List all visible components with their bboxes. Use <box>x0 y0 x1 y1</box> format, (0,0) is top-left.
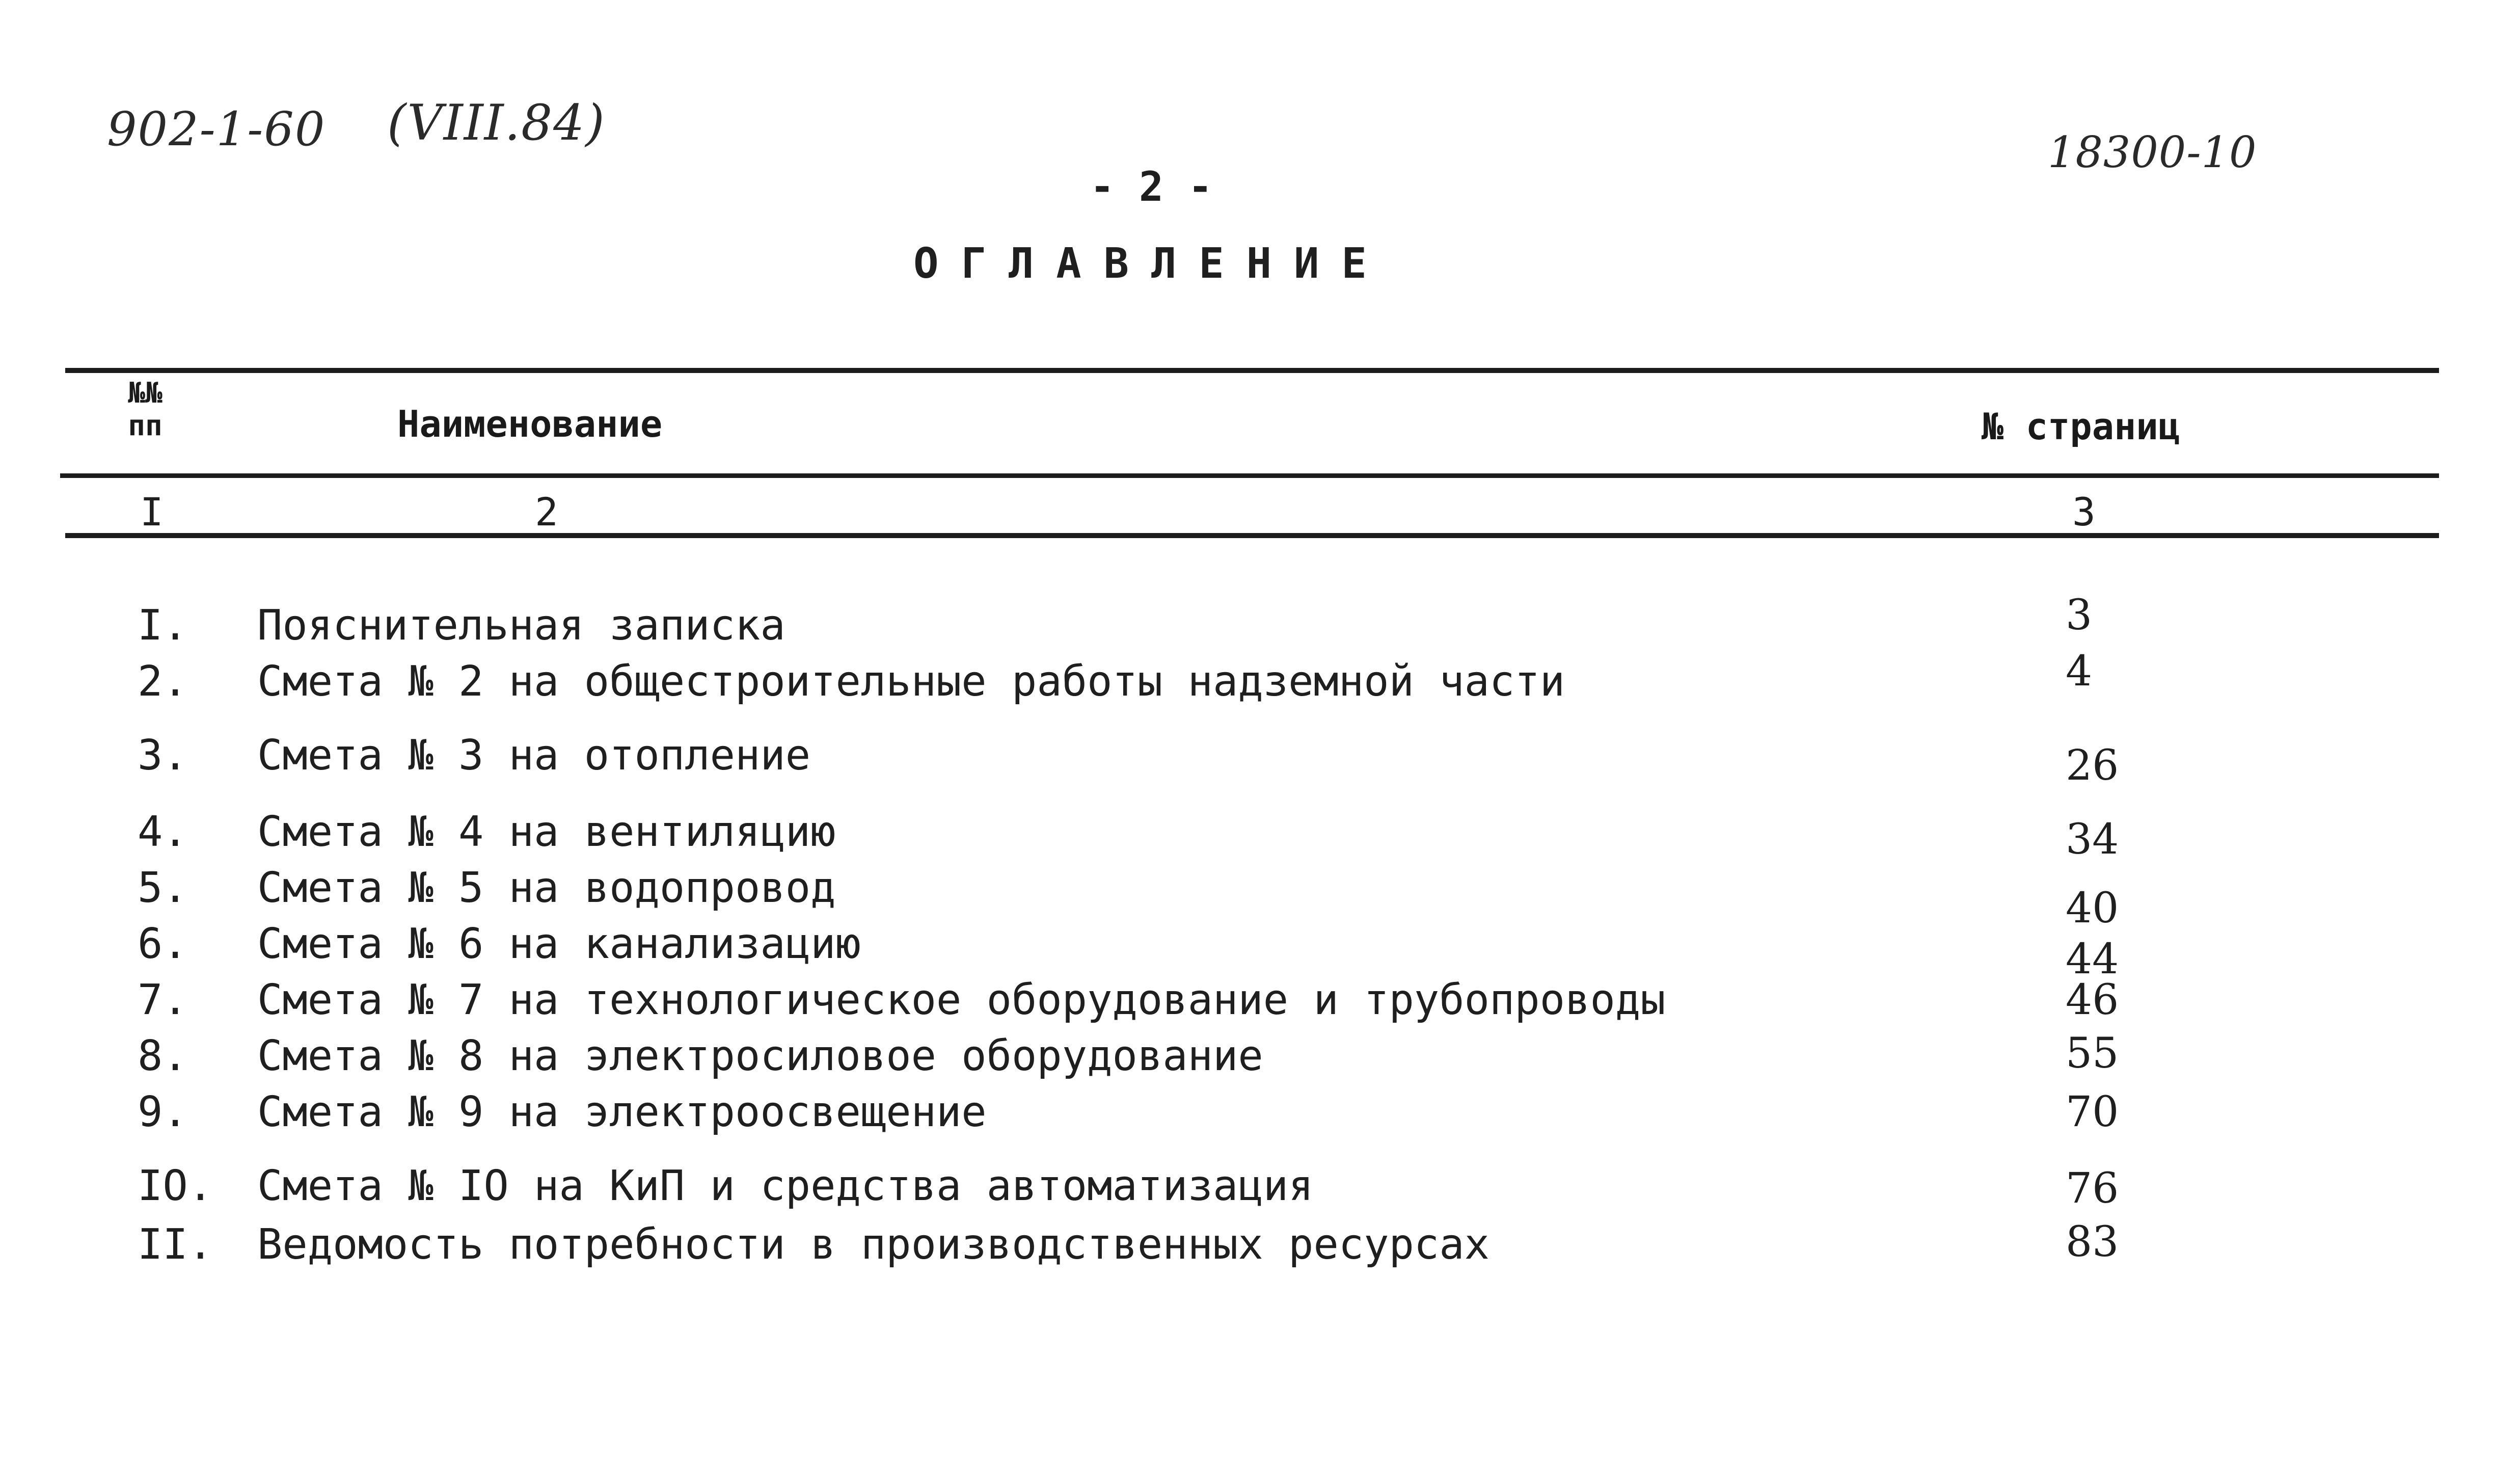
column-header-name: Наименование <box>397 403 663 445</box>
toc-row-number: 9. <box>138 1088 188 1136</box>
toc-row-title: Смета № IO на КиП и средства автоматизация <box>257 1162 1314 1210</box>
toc-row-page: 3 <box>2066 591 2093 640</box>
toc-row-title: Смета № 9 на электроосвещение <box>257 1088 987 1136</box>
toc-row-page: 40 <box>2066 884 2119 933</box>
column-number-1: I <box>140 489 164 535</box>
toc-row <box>0 1029 2520 1083</box>
toc-row <box>0 864 2520 933</box>
toc-row-title: Ведомость потребности в производственных ресурсах <box>257 1220 1490 1269</box>
toc-row-title: Смета № 2 на общестроительные работы надземной части <box>257 657 1565 706</box>
handwritten-doc-date: (VIII.84) <box>387 94 606 151</box>
toc-row-number: 2. <box>138 657 188 706</box>
toc-row-title: Пояснительная записка <box>257 601 785 650</box>
toc-row-number: 6. <box>138 920 188 968</box>
toc-row-page: 76 <box>2066 1164 2119 1213</box>
toc-row <box>0 1088 2520 1139</box>
toc-row-number: 8. <box>138 1032 188 1080</box>
toc-row-title: Смета № 5 на водопровод <box>257 864 836 912</box>
page-title: ОГЛАВЛЕНИЕ <box>913 239 1389 288</box>
toc-row <box>0 647 2520 708</box>
toc-row-page: 55 <box>2066 1029 2119 1078</box>
toc-row-title: Смета № 3 на отопление <box>257 731 811 780</box>
toc-row <box>0 591 2520 652</box>
toc-row-page: 83 <box>2066 1218 2119 1266</box>
handwritten-doc-code: 902-1-60 <box>107 102 326 156</box>
page-number: - 2 - <box>1090 163 1213 210</box>
toc-row-page: 26 <box>2066 741 2119 790</box>
toc-row-page: 44 <box>2066 935 2119 983</box>
toc-row-title: Смета № 8 на электросиловое оборудование <box>257 1032 1263 1080</box>
toc-row <box>0 808 2520 864</box>
toc-row-page: 34 <box>2066 815 2119 864</box>
toc-row <box>0 731 2520 790</box>
toc-row-title: Смета № 6 на канализацию <box>257 920 861 968</box>
toc-row-page: 46 <box>2066 976 2119 1024</box>
toc-row <box>0 976 2520 1027</box>
toc-row-title: Смета № 4 на вентиляцию <box>257 808 836 856</box>
toc-row-number: II. <box>138 1220 213 1269</box>
toc-row-number: 5. <box>138 864 188 912</box>
column-header-number-line1: №№ <box>128 377 162 410</box>
toc-row-number: I. <box>138 601 188 650</box>
toc-row-number: 3. <box>138 731 188 780</box>
column-header-pages: № страниц <box>1982 405 2181 448</box>
toc-row-page: 70 <box>2066 1088 2119 1136</box>
toc-row-number: 7. <box>138 976 188 1024</box>
toc-row-title: Смета № 7 на технологическое оборудование и трубопроводы <box>257 976 1666 1024</box>
toc-row <box>0 1162 2520 1213</box>
toc-row <box>0 1220 2520 1271</box>
toc-row-page: 4 <box>2066 647 2093 696</box>
toc-row-number: 4. <box>138 808 188 856</box>
handwritten-sheet-code: 18300-10 <box>2048 127 2257 177</box>
column-header-number-line2: пп <box>128 409 162 442</box>
toc-row-number: IO. <box>138 1162 213 1210</box>
column-number-3: 3 <box>2072 489 2096 535</box>
toc-row <box>0 920 2520 983</box>
column-number-2: 2 <box>535 489 558 535</box>
